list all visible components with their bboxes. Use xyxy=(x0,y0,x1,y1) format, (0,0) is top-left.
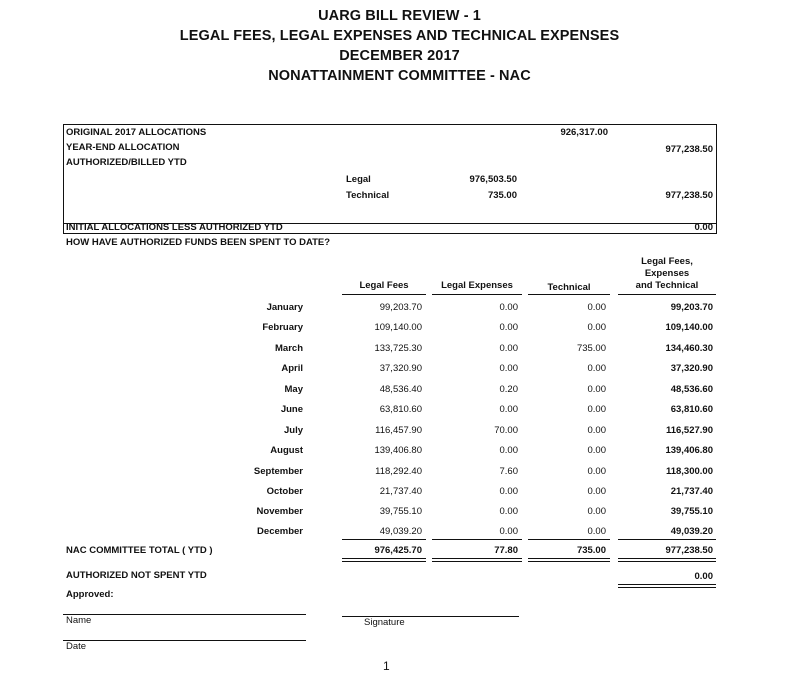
expenses-cell: 70.00 xyxy=(494,425,518,436)
double-underline-fees-1 xyxy=(342,558,426,559)
technical-cell: 0.00 xyxy=(587,322,606,333)
fees-cell: 21,737.40 xyxy=(379,486,422,497)
technical-cell: 0.00 xyxy=(587,445,606,456)
month-label: July xyxy=(283,425,303,436)
month-label: November xyxy=(256,506,303,517)
date-line xyxy=(63,640,306,641)
yearend-allocation-label: YEAR-END ALLOCATION xyxy=(66,142,180,153)
expenses-cell: 0.00 xyxy=(499,343,518,354)
total-cell: 48,536.60 xyxy=(670,384,713,395)
header-total-line-2: Expenses xyxy=(644,268,690,279)
signature-label: Signature xyxy=(364,617,405,628)
total-cell: 139,406.80 xyxy=(665,445,713,456)
month-label: October xyxy=(266,486,303,497)
authorized-not-spent-label: AUTHORIZED NOT SPENT YTD xyxy=(66,570,207,581)
total-expenses-value: 77.80 xyxy=(494,545,518,556)
month-label: August xyxy=(270,445,303,456)
month-label: September xyxy=(253,466,303,477)
technical-label: Technical xyxy=(346,190,390,201)
authorized-ytd-label: AUTHORIZED/BILLED YTD xyxy=(66,157,187,168)
initial-less-authorized-label: INITIAL ALLOCATIONS LESS AUTHORIZED YTD xyxy=(66,222,283,233)
subtotal-line-technical xyxy=(528,539,610,540)
subtotal-line-expenses xyxy=(432,539,522,540)
subtotal-line-total xyxy=(618,539,716,540)
expenses-cell: 7.60 xyxy=(499,466,518,477)
initial-less-authorized-value: 0.00 xyxy=(694,222,713,233)
page-number: 1 xyxy=(383,659,390,673)
month-label: April xyxy=(281,363,303,374)
fees-cell: 118,292.40 xyxy=(375,466,422,477)
fees-cell: 133,725.30 xyxy=(374,343,422,354)
total-cell: 63,810.60 xyxy=(670,404,713,415)
header-legal-expenses: Legal Expenses xyxy=(441,280,513,291)
technical-cell: 0.00 xyxy=(587,486,606,497)
total-technical-value: 735.00 xyxy=(576,545,606,556)
yearend-allocation-value: 977,238.50 xyxy=(665,144,713,155)
total-cell: 116,527.90 xyxy=(665,425,713,436)
subtotal-line-fees xyxy=(342,539,426,540)
approved-label: Approved: xyxy=(66,589,114,600)
double-underline-total-2 xyxy=(618,561,716,562)
committee-total-label: NAC COMMITTEE TOTAL ( YTD ) xyxy=(66,545,213,556)
month-label: December xyxy=(257,526,303,537)
total-cell: 49,039.20 xyxy=(670,526,713,537)
total-cell: 134,460.30 xyxy=(665,343,713,354)
fees-cell: 99,203.70 xyxy=(379,302,422,313)
total-cell: 37,320.90 xyxy=(670,363,713,374)
header-underline-expenses xyxy=(432,294,522,295)
fees-cell: 48,536.40 xyxy=(379,384,422,395)
not-spent-underline-2 xyxy=(618,587,716,588)
total-cell: 109,140.00 xyxy=(665,322,713,333)
technical-cell: 0.00 xyxy=(587,384,606,395)
month-label: February xyxy=(262,322,303,333)
header-total-line-1: Legal Fees, xyxy=(641,256,693,267)
title-line-2: LEGAL FEES, LEGAL EXPENSES AND TECHNICAL EXPENSES xyxy=(179,28,620,44)
original-allocations-value: 926,317.00 xyxy=(560,127,608,138)
technical-cell: 0.00 xyxy=(587,466,606,477)
header-underline-total xyxy=(618,294,716,295)
technical-cell: 0.00 xyxy=(587,404,606,415)
total-cell: 39,755.10 xyxy=(670,506,713,517)
legal-value: 976,503.50 xyxy=(469,174,517,185)
double-underline-total-1 xyxy=(618,558,716,559)
total-cell: 118,300.00 xyxy=(665,466,713,477)
date-label: Date xyxy=(66,641,87,652)
total-cell: 21,737.40 xyxy=(670,486,713,497)
allocations-box xyxy=(63,124,717,234)
fees-cell: 116,457.90 xyxy=(375,425,422,436)
double-underline-expenses-1 xyxy=(432,558,522,559)
title-line-1: UARG BILL REVIEW - 1 xyxy=(318,8,481,24)
header-legal-fees: Legal Fees xyxy=(359,280,409,291)
expenses-cell: 0.00 xyxy=(499,526,518,537)
expenses-cell: 0.00 xyxy=(499,302,518,313)
expenses-cell: 0.00 xyxy=(499,506,518,517)
expenses-cell: 0.20 xyxy=(499,384,518,395)
technical-cell: 0.00 xyxy=(587,425,606,436)
original-allocations-label: ORIGINAL 2017 ALLOCATIONS xyxy=(66,127,207,138)
double-underline-fees-2 xyxy=(342,561,426,562)
authorized-total-value: 977,238.50 xyxy=(665,190,713,201)
month-label: June xyxy=(280,404,303,415)
header-total xyxy=(618,256,716,292)
title-line-3: DECEMBER 2017 xyxy=(339,48,460,64)
name-label: Name xyxy=(66,615,92,626)
header-underline-technical xyxy=(528,294,610,295)
fees-cell: 63,810.60 xyxy=(379,404,422,415)
fees-cell: 109,140.00 xyxy=(374,322,422,333)
expenses-cell: 0.00 xyxy=(499,404,518,415)
not-spent-underline-1 xyxy=(618,584,716,585)
fees-cell: 49,039.20 xyxy=(379,526,422,537)
technical-cell: 0.00 xyxy=(587,506,606,517)
double-underline-expenses-2 xyxy=(432,561,522,562)
month-label: January xyxy=(266,302,303,313)
fees-cell: 39,755.10 xyxy=(379,506,422,517)
technical-cell: 0.00 xyxy=(587,363,606,374)
header-technical: Technical xyxy=(547,282,591,293)
total-cell: 99,203.70 xyxy=(670,302,713,313)
authorized-not-spent-value: 0.00 xyxy=(694,571,713,582)
document-title xyxy=(0,6,799,86)
month-label: March xyxy=(275,343,303,354)
technical-cell: 0.00 xyxy=(587,526,606,537)
expenses-cell: 0.00 xyxy=(499,445,518,456)
technical-value: 735.00 xyxy=(487,190,517,201)
month-label: May xyxy=(284,384,303,395)
header-underline-fees xyxy=(342,294,426,295)
fees-cell: 37,320.90 xyxy=(379,363,422,374)
technical-cell: 735.00 xyxy=(576,343,606,354)
total-fees-value: 976,425.70 xyxy=(374,545,422,556)
expenses-cell: 0.00 xyxy=(499,486,518,497)
double-underline-technical-1 xyxy=(528,558,610,559)
name-signature-line xyxy=(63,614,306,615)
grand-total-value: 977,238.50 xyxy=(665,545,713,556)
legal-label: Legal xyxy=(346,174,371,185)
title-line-4: NONATTAINMENT COMMITTEE - NAC xyxy=(268,68,531,84)
expenses-cell: 0.00 xyxy=(499,322,518,333)
double-underline-technical-2 xyxy=(528,561,610,562)
spending-question: HOW HAVE AUTHORIZED FUNDS BEEN SPENT TO DATE? xyxy=(66,237,331,248)
expenses-cell: 0.00 xyxy=(499,363,518,374)
technical-cell: 0.00 xyxy=(587,302,606,313)
header-total-line-3: and Technical xyxy=(635,280,699,291)
fees-cell: 139,406.80 xyxy=(374,445,422,456)
